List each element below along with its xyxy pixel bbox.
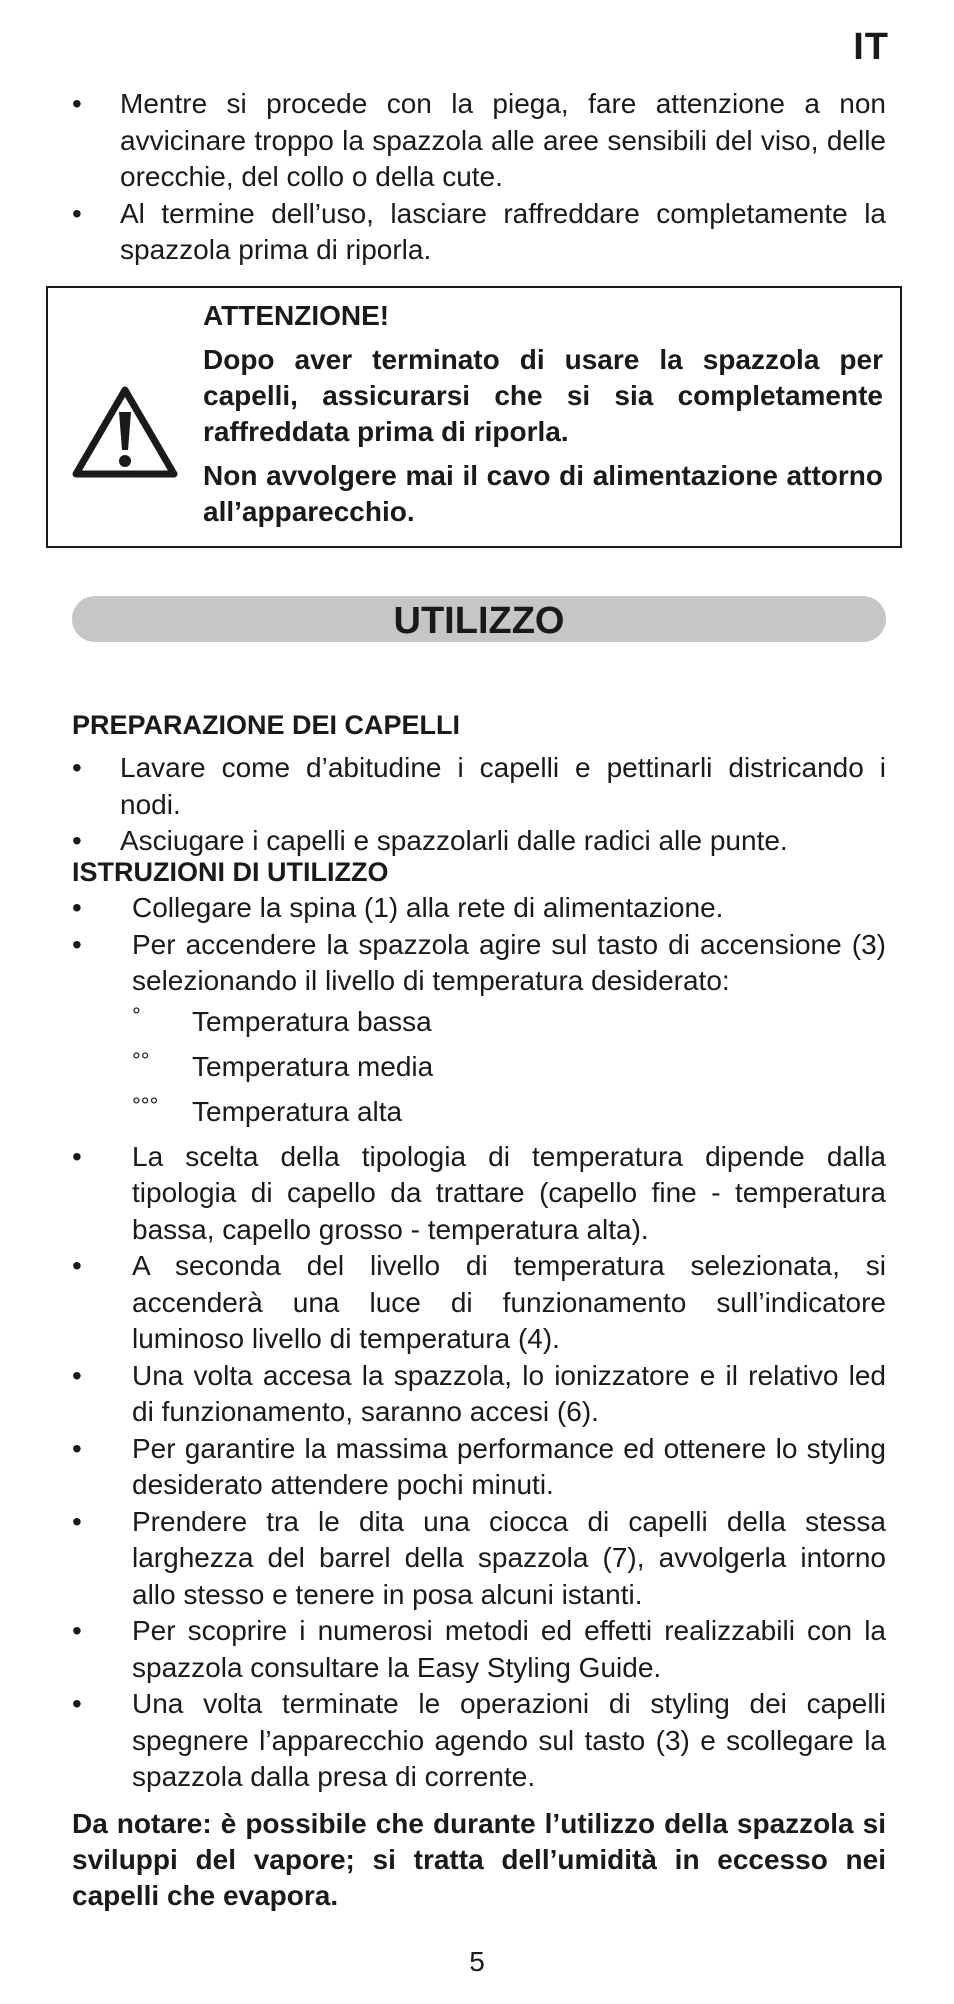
list-item: • Per scoprire i numerosi metodi ed effetti realizzabili con la spazzola consultare la Easy Styling Guide. (72, 1613, 886, 1686)
list-item: • Per accendere la spazzola agire sul tasto di accensione (3) selezionando il livello di temperatura desiderato: (72, 927, 886, 1000)
language-code: IT (853, 26, 889, 68)
list-item: • Per garantire la massima performance ed ottenere lo styling desiderato attendere pochi minuti. (72, 1431, 886, 1504)
note-paragraph: Da notare: è possibile che durante l’utilizzo della spazzola si sviluppi del vapore; si tratta dell’umidità in eccesso nei capelli che evapora. (72, 1808, 886, 1911)
list-item: • Prendere tra le dita una ciocca di capelli della stessa larghezza del barrel della spazzola (7), avvolgerla intorno allo stesso e tenere in posa alcuni istanti. (72, 1504, 886, 1614)
warning-triangle-icon (70, 384, 180, 480)
list-item: • A seconda del livello di temperatura selezionata, si accenderà una luce di funzionamento sull’indicatore luminoso livello di temperatura (4). (72, 1248, 886, 1358)
intro-section (72, 86, 886, 269)
temperature-symbol: °° (132, 1047, 150, 1073)
temperature-label: Temperatura bassa (192, 1005, 432, 1037)
warning-text (203, 298, 883, 538)
warning-title: ATTENZIONE! (203, 300, 390, 331)
warning-paragraph: Dopo aver terminato di usare la spazzola per capelli, assicurarsi che si sia completamente raffreddata prima di riporla. (203, 344, 883, 447)
istruzioni-list (72, 890, 886, 1000)
preparazione-section (72, 750, 886, 860)
warning-box (46, 286, 902, 548)
temperature-label: Temperatura media (192, 1050, 434, 1082)
istruzioni-list-continued (72, 1139, 886, 1796)
istruzioni-heading: ISTRUZIONI DI UTILIZZO (72, 857, 389, 887)
list-item: • La scelta della tipologia di temperatura dipende dalla tipologia di capello da trattare (capello fine - temperatura bassa, capello grosso - temperatura alta). (72, 1139, 886, 1249)
temperature-symbol: ° (132, 1002, 141, 1028)
list-item: • Collegare la spina (1) alla rete di alimentazione. (72, 890, 886, 927)
preparazione-heading: PREPARAZIONE DEI CAPELLI (72, 710, 461, 740)
istruzioni-section (72, 890, 886, 1796)
intro-list (72, 86, 886, 269)
temperature-list (72, 1004, 886, 1130)
temperature-label: Temperatura alta (192, 1095, 403, 1127)
temperature-item (72, 1049, 886, 1085)
list-item: • Asciugare i capelli e spazzolarli dalle radici alle punte. (72, 823, 886, 860)
temperature-symbol: °°° (132, 1092, 159, 1118)
preparazione-list (72, 750, 886, 860)
list-item: • Una volta terminate le operazioni di styling dei capelli spegnere l’apparecchio agendo sul tasto (3) e scollegare la spazzola dalla presa di corrente. (72, 1686, 886, 1796)
list-item: • Al termine dell’uso, lasciare raffreddare completamente la spazzola prima di riporla. (72, 196, 886, 269)
section-title: UTILIZZO (72, 596, 886, 642)
temperature-item (72, 1004, 886, 1040)
list-item: • Lavare come d’abitudine i capelli e pettinarli districando i nodi. (72, 750, 886, 823)
list-item: • Una volta accesa la spazzola, lo ionizzatore e il relativo led di funzionamento, saranno accesi (6). (72, 1358, 886, 1431)
warning-paragraph: Non avvolgere mai il cavo di alimentazione attorno all’apparecchio. (203, 460, 883, 527)
page-number: 5 (469, 1946, 485, 1977)
list-item: • Mentre si procede con la piega, fare attenzione a non avvicinare troppo la spazzola alle aree sensibili del viso, delle orecchie, del collo o della cute. (72, 86, 886, 196)
temperature-item (72, 1094, 886, 1130)
